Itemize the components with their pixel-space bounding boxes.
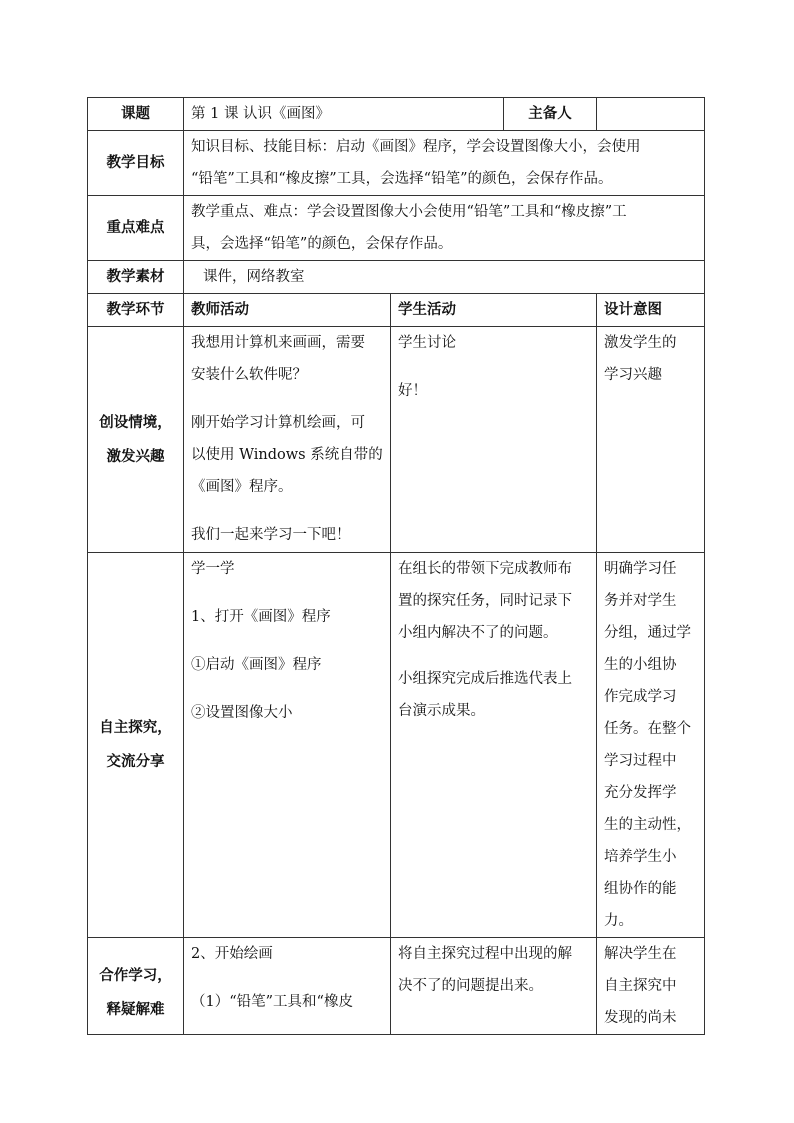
stage-name-line: 交流分享 bbox=[106, 754, 165, 770]
col-intent: 设计意图 bbox=[597, 294, 705, 327]
topic-value: 第 1 课 认识《画图》 bbox=[184, 98, 504, 131]
goal-text bbox=[184, 131, 705, 196]
student-line: 在组长的带领下完成教师布 bbox=[398, 561, 572, 577]
intent-line: 自主探究中 bbox=[604, 978, 677, 994]
stage-name-line: 创设情境， bbox=[99, 414, 172, 431]
intent-line: 发现的尚未 bbox=[604, 1010, 677, 1026]
teacher-line: 安装什么软件呢？ bbox=[191, 367, 307, 383]
stage-name-line: 激发兴趣 bbox=[106, 448, 165, 465]
student-line: 台演示成果。 bbox=[398, 703, 485, 719]
teacher-line: ①启动《画图》程序 bbox=[191, 657, 322, 673]
stage-row bbox=[88, 553, 705, 938]
teacher-line: 《画图》程序。 bbox=[191, 479, 293, 495]
intent-line: 学习兴趣 bbox=[604, 367, 662, 383]
intent-line: 生的主动性， bbox=[604, 817, 691, 833]
intent-line: 力。 bbox=[604, 913, 633, 929]
teacher-line: 以使用 Windows 系统自带的 bbox=[191, 447, 383, 463]
intent-line: 任务。在整个 bbox=[604, 721, 691, 737]
stage-name-line: 释疑解难 bbox=[106, 1002, 165, 1018]
teacher-line: 1、打开《画图》程序 bbox=[191, 609, 331, 625]
teacher-activity bbox=[184, 553, 391, 938]
key-text bbox=[184, 196, 705, 261]
intent-line: 明确学习任 bbox=[604, 561, 677, 577]
goal-line: 知识目标、技能目标：启动《画图》程序，学会设置图像大小，会使用 bbox=[191, 139, 641, 155]
design-intent bbox=[597, 938, 705, 1035]
teacher-activity bbox=[184, 938, 391, 1035]
author-value bbox=[597, 98, 705, 131]
student-line: 决不了的问题提出来。 bbox=[398, 978, 543, 994]
student-activity bbox=[391, 553, 597, 938]
student-activity bbox=[391, 938, 597, 1035]
intent-line: 激发学生的 bbox=[604, 335, 677, 351]
intent-line: 组协作的能 bbox=[604, 881, 677, 897]
key-label: 重点难点 bbox=[88, 196, 184, 261]
stage-name bbox=[88, 938, 184, 1035]
student-line: 学生讨论 bbox=[398, 335, 456, 351]
intent-line: 充分发挥学 bbox=[604, 785, 677, 801]
stage-row bbox=[88, 938, 705, 1035]
teacher-line: 学一学 bbox=[191, 561, 235, 577]
key-row bbox=[88, 196, 705, 261]
teacher-line: ②设置图像大小 bbox=[191, 705, 293, 721]
teacher-line: 我想用计算机来画画，需要 bbox=[191, 335, 365, 351]
intent-line: 解决学生在 bbox=[604, 946, 677, 962]
stage-name-line: 自主探究， bbox=[99, 720, 172, 736]
stage-name bbox=[88, 553, 184, 938]
col-stage: 教学环节 bbox=[88, 294, 184, 327]
teacher-activity bbox=[184, 327, 391, 553]
student-line: 好！ bbox=[398, 383, 427, 399]
key-line: 具，会选择“铅笔”的颜色，会保存作品。 bbox=[191, 236, 453, 252]
design-intent bbox=[597, 327, 705, 553]
material-label: 教学素材 bbox=[88, 261, 184, 294]
material-row bbox=[88, 261, 705, 294]
topic-row bbox=[88, 98, 705, 131]
goal-label: 教学目标 bbox=[88, 131, 184, 196]
teacher-line: （1）“铅笔”工具和“橡皮 bbox=[191, 994, 353, 1010]
student-line: 小组探究完成后推选代表上 bbox=[398, 671, 572, 687]
stage-name bbox=[88, 327, 184, 553]
teacher-line: 刚开始学习计算机绘画，可 bbox=[191, 415, 365, 431]
lesson-plan-table bbox=[87, 97, 705, 1035]
col-student: 学生活动 bbox=[391, 294, 597, 327]
author-label: 主备人 bbox=[504, 98, 597, 131]
teacher-line: 我们一起来学习一下吧！ bbox=[191, 527, 351, 543]
material-value: 课件，网络教室 bbox=[184, 261, 705, 294]
key-line: 教学重点、难点：学会设置图像大小会使用“铅笔”工具和“橡皮擦”工 bbox=[191, 204, 627, 220]
intent-line: 培养学生小 bbox=[604, 849, 677, 865]
col-teacher: 教师活动 bbox=[184, 294, 391, 327]
stage-row bbox=[88, 327, 705, 553]
goal-row bbox=[88, 131, 705, 196]
topic-label: 课题 bbox=[88, 98, 184, 131]
intent-line: 作完成学习 bbox=[604, 689, 677, 705]
column-header-row bbox=[88, 294, 705, 327]
student-line: 将自主探究过程中出现的解 bbox=[398, 946, 572, 962]
goal-line: “铅笔”工具和“橡皮擦”工具，会选择“铅笔”的颜色，会保存作品。 bbox=[191, 171, 613, 187]
design-intent bbox=[597, 553, 705, 938]
student-activity bbox=[391, 327, 597, 553]
teacher-line: 2、开始绘画 bbox=[191, 946, 273, 962]
intent-line: 分组，通过学 bbox=[604, 625, 691, 641]
intent-line: 生的小组协 bbox=[604, 657, 677, 673]
stage-name-line: 合作学习， bbox=[99, 968, 172, 984]
student-line: 小组内解决不了的问题。 bbox=[398, 625, 558, 641]
student-line: 置的探究任务，同时记录下 bbox=[398, 593, 572, 609]
intent-line: 学习过程中 bbox=[604, 753, 677, 769]
intent-line: 务并对学生 bbox=[604, 593, 677, 609]
